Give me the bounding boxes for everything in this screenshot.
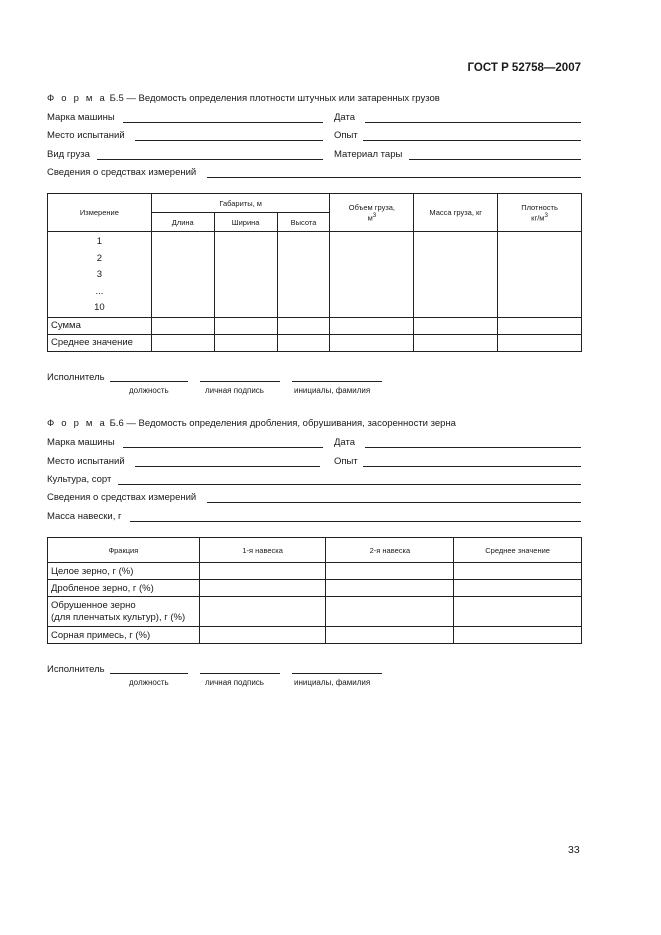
table-cell[interactable] <box>454 597 582 627</box>
executor-signature-field[interactable] <box>200 381 280 382</box>
table-row <box>48 317 582 334</box>
date-field[interactable] <box>365 122 581 123</box>
machine-brand-label: Марка машины <box>47 437 115 448</box>
form-b5-title <box>47 93 440 104</box>
initials-caption: инициалы, фамилия <box>294 386 371 395</box>
table-cell[interactable] <box>326 563 454 580</box>
table-cell[interactable] <box>498 317 582 334</box>
hulled-grain-label <box>48 597 200 627</box>
table-cell[interactable] <box>330 232 414 318</box>
fraction-header: Фракция <box>48 538 200 563</box>
table-cell[interactable] <box>199 627 326 644</box>
table-cell[interactable] <box>277 232 330 318</box>
length-header: Длина <box>151 213 214 232</box>
average-label: Среднее значение <box>48 334 152 351</box>
density-unit: кг/м <box>531 213 545 223</box>
initials-caption: инициалы, фамилия <box>294 678 371 687</box>
table-cell[interactable] <box>214 317 277 334</box>
hulled-grain-line2: (для пленчатых культур), г (%) <box>51 611 186 623</box>
crushed-grain-label: Дробленое зерно, г (%) <box>48 580 200 597</box>
signature-caption: личная подпись <box>205 386 264 395</box>
executor-position-field[interactable] <box>110 673 188 674</box>
date-label: Дата <box>334 112 356 123</box>
width-header: Ширина <box>214 213 277 232</box>
table-cell[interactable] <box>414 317 498 334</box>
test-place-label: Место испытаний <box>47 130 125 141</box>
date-field[interactable] <box>365 447 581 448</box>
cargo-type-label: Вид груза <box>47 149 90 160</box>
form-b6-title-prefix: Ф о р м а <box>47 418 107 429</box>
machine-brand-label: Марка машины <box>47 112 115 123</box>
table-cell[interactable] <box>498 232 582 318</box>
form-b6-title <box>47 418 456 429</box>
machine-brand-field[interactable] <box>123 122 323 123</box>
standard-number: ГОСТ Р 52758—2007 <box>467 62 581 74</box>
sample1-header: 1-я навеска <box>199 538 326 563</box>
table-cell[interactable] <box>414 232 498 318</box>
volume-label: Объем груза, <box>348 202 396 212</box>
table-row <box>48 627 582 644</box>
table-cell[interactable] <box>277 334 330 351</box>
form-b5-title-prefix: Ф о р м а <box>47 93 107 104</box>
dimensions-header: Габариты, м <box>151 194 330 213</box>
hulled-grain-line1: Обрушенное зерно <box>51 599 136 611</box>
sum-label: Сумма <box>48 317 152 334</box>
container-material-label: Материал тары <box>334 149 403 160</box>
executor-initials-field[interactable] <box>292 673 382 674</box>
whole-grain-label: Целое зерно, г (%) <box>48 563 200 580</box>
weed-impurity-label: Сорная примесь, г (%) <box>48 627 200 644</box>
row-number: 3 <box>96 269 103 281</box>
test-place-label: Место испытаний <box>47 456 125 467</box>
position-caption: должность <box>129 678 169 687</box>
volume-unit-exponent: 3 <box>372 211 377 219</box>
executor-label: Исполнитель <box>47 664 105 675</box>
table-cell[interactable] <box>199 563 326 580</box>
test-place-field[interactable] <box>135 466 320 467</box>
sample-mass-field[interactable] <box>130 521 581 522</box>
trial-label: Опыт <box>334 130 358 141</box>
table-row <box>48 232 582 318</box>
table-cell[interactable] <box>454 580 582 597</box>
table-row <box>48 597 582 627</box>
volume-unit: м <box>367 213 373 223</box>
volume-header <box>330 194 414 232</box>
executor-signature-field[interactable] <box>200 673 280 674</box>
sample-mass-label: Масса навески, г <box>47 511 122 522</box>
mass-header: Масса груза, кг <box>414 194 498 232</box>
table-cell[interactable] <box>326 597 454 627</box>
form-b5-table <box>47 193 582 352</box>
trial-field[interactable] <box>363 466 581 467</box>
table-cell[interactable] <box>454 563 582 580</box>
table-row <box>48 334 582 351</box>
row-number: 2 <box>96 252 103 264</box>
crop-variety-field[interactable] <box>118 484 581 485</box>
instruments-info-label: Сведения о средствах измерений <box>47 167 197 178</box>
form-b6-title-text: Б.6 — Ведомость определения дробления, обрушивания, засоренности зерна <box>106 418 456 429</box>
signature-caption: личная подпись <box>205 678 264 687</box>
test-place-field[interactable] <box>135 140 323 141</box>
instruments-info-field[interactable] <box>207 177 581 178</box>
instruments-info-field[interactable] <box>207 502 581 503</box>
crop-variety-label: Культура, сорт <box>47 474 112 485</box>
form-b5-title-text: Б.5 — Ведомость определения плотности штучных или затаренных грузов <box>106 93 440 104</box>
table-cell[interactable] <box>277 317 330 334</box>
table-cell[interactable] <box>199 597 326 627</box>
table-cell[interactable] <box>151 334 214 351</box>
sample2-header: 2-я навеска <box>326 538 454 563</box>
table-cell[interactable] <box>151 317 214 334</box>
container-material-field[interactable] <box>409 159 581 160</box>
table-cell[interactable] <box>498 334 582 351</box>
table-row <box>48 563 582 580</box>
date-label: Дата <box>334 437 356 448</box>
trial-label: Опыт <box>334 456 358 467</box>
row-number: ... <box>95 285 104 297</box>
table-cell[interactable] <box>151 232 214 318</box>
row-number: 10 <box>94 302 105 314</box>
cargo-type-field[interactable] <box>97 159 323 160</box>
density-header <box>498 194 582 232</box>
page-number: 33 <box>568 844 580 856</box>
row-number: 1 <box>96 236 103 247</box>
table-cell[interactable] <box>330 317 414 334</box>
table-cell[interactable] <box>326 580 454 597</box>
executor-position-field[interactable] <box>110 381 188 382</box>
height-header: Высота <box>277 213 330 232</box>
table-cell[interactable] <box>330 334 414 351</box>
table-cell[interactable] <box>414 334 498 351</box>
table-row <box>48 580 582 597</box>
table-cell[interactable] <box>199 580 326 597</box>
position-caption: должность <box>129 386 169 395</box>
density-unit-exponent: 3 <box>544 211 548 219</box>
machine-brand-field[interactable] <box>123 447 323 448</box>
measurement-header: Измерение <box>48 194 152 232</box>
form-b6-table <box>47 537 582 644</box>
table-cell[interactable] <box>454 627 582 644</box>
trial-field[interactable] <box>363 140 581 141</box>
measurement-numbers <box>48 232 152 318</box>
table-cell[interactable] <box>326 627 454 644</box>
executor-label: Исполнитель <box>47 372 105 383</box>
average-header: Среднее значение <box>454 538 582 563</box>
density-label: Плотность <box>521 202 558 212</box>
table-cell[interactable] <box>214 334 277 351</box>
executor-initials-field[interactable] <box>292 381 382 382</box>
table-cell[interactable] <box>214 232 277 318</box>
instruments-info-label: Сведения о средствах измерений <box>47 492 197 503</box>
